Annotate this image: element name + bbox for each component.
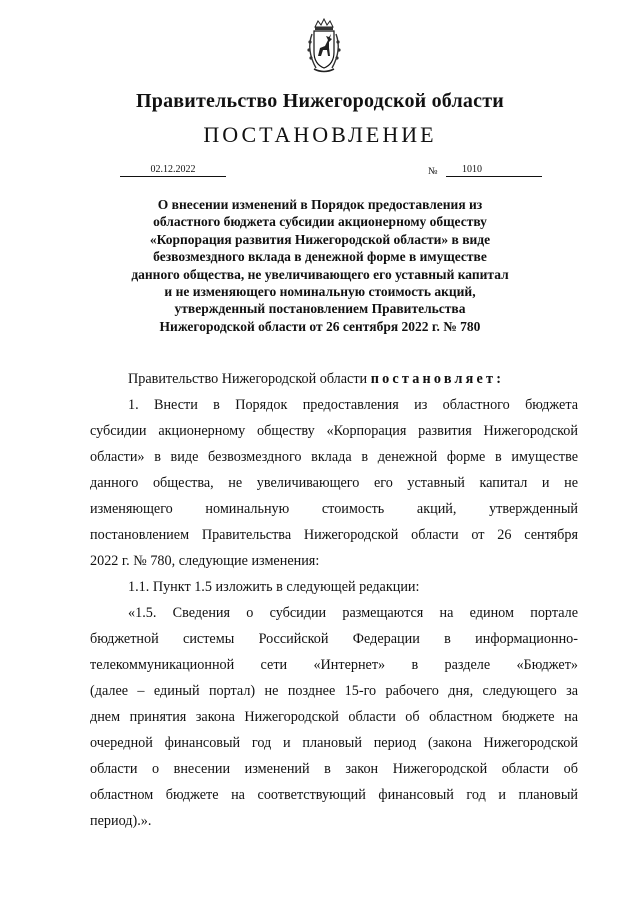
title-line: утвержденный постановлением Правительства [174, 301, 466, 317]
title-line: и не изменяющего номинальную стоимость акций, [164, 284, 476, 300]
document-number: 1010 [446, 164, 542, 177]
document-body [90, 366, 578, 834]
body-line: очередной финансовый год и плановый период (закона Нижегородской [90, 735, 578, 751]
body-line: днем принятия закона Нижегородской области об областном бюджете на [90, 709, 578, 725]
coat-of-arms-icon [302, 18, 346, 76]
body-line: 2022 г. № 780, следующие изменения: [90, 553, 320, 569]
document-type: ПОСТАНОВЛЕНИЕ [203, 122, 437, 147]
preamble-text: Правительство Нижегородской области [128, 371, 368, 387]
title-line: данного общества, не увеличивающего его уставный капитал [131, 266, 509, 282]
body-line: 1. Внести в Порядок предоставления из областного бюджета [128, 397, 578, 413]
body-line: области» в виде безвозмездного вклада в денежной форме в имуществе [90, 449, 578, 465]
body-line: субсидии акционерному обществу «Корпорация развития Нижегородской [90, 423, 578, 439]
title-line: безвозмездного вклада в денежной форме в имуществе [153, 249, 487, 265]
title-line: Нижегородской области от 26 сентября 2022 г. № 780 [159, 318, 481, 334]
body-line: изменяющего номинальную стоимость акций, утвержденный [90, 501, 578, 517]
document-title [110, 196, 530, 335]
government-name: Правительство Нижегородской области [136, 90, 504, 112]
title-line: О внесении изменений в Порядок предоставления из [157, 197, 483, 212]
document-date: 02.12.2022 [120, 164, 226, 177]
body-line: «1.5. Сведения о субсидии размещаются на едином портале [128, 605, 578, 621]
body-line: постановлением Правительства Нижегородской области от 26 сентября [90, 527, 578, 543]
number-sign: № [428, 166, 438, 177]
body-line: областном бюджете на соответствующий финансовый год и плановый [90, 787, 578, 803]
body-line: бюджетной системы Российской Федерации в информационно- [90, 631, 578, 647]
body-line: телекоммуникационной сети «Интернет» в разделе «Бюджет» [90, 657, 578, 673]
body-line: данного общества, не увеличивающего его уставный капитал и не [90, 475, 578, 491]
body-line: 1.1. Пункт 1.5 изложить в следующей редакции: [128, 579, 420, 595]
body-line: период).». [90, 813, 152, 829]
body-line: (далее – единый портал) не позднее 15-го рабочего дня, следующего за [90, 683, 578, 699]
body-line: области о внесении изменений в закон Нижегородской области об [90, 761, 578, 777]
preamble-line [90, 366, 578, 392]
title-line: «Корпорация развития Нижегородской области» в виде [149, 231, 491, 247]
title-line: областного бюджета субсидии акционерному обществу [153, 214, 487, 230]
decree-word: постановляет: [370, 371, 505, 387]
